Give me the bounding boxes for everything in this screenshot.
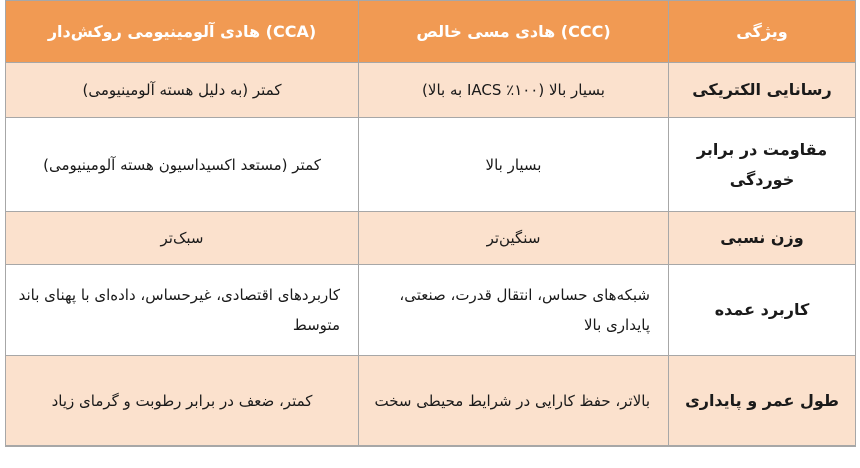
row-feature-cell: کاربرد عمده	[669, 265, 856, 356]
row-feature-cell: وزن نسبی	[669, 212, 856, 265]
ccc-vs-cca-comparison-table	[5, 0, 856, 447]
comparison-table-container	[5, 0, 855, 460]
row-cca-cell: کمتر (به دلیل هسته آلومینیومی)	[6, 63, 359, 118]
table-row	[6, 265, 856, 356]
row-ccc-cell: بسیار بالا (۱۰۰٪ IACS به بالا)	[359, 63, 669, 118]
row-cca-cell: کاربردهای اقتصادی، غیرحساس، داده‌ای با پهنای باند متوسط	[6, 265, 359, 356]
row-feature-cell: رسانایی الکتریکی	[669, 63, 856, 118]
table-row	[6, 118, 856, 212]
table-row	[6, 63, 856, 118]
row-ccc-cell: شبکه‌های حساس، انتقال قدرت، صنعتی، پایداری بالا	[359, 265, 669, 356]
row-feature-cell: طول عمر و پایداری	[669, 356, 856, 447]
header-cca: (CCA) هادی آلومینیومی روکش‌دار	[6, 1, 359, 63]
header-ccc: (CCC) هادی مسی خالص	[359, 1, 669, 63]
table-row	[6, 212, 856, 265]
table-row	[6, 356, 856, 447]
row-feature-cell: مقاومت در برابر خوردگی	[669, 118, 856, 212]
header-feature: ویژگی	[669, 1, 856, 63]
row-cca-cell: کمتر (مستعد اکسیداسیون هسته آلومینیومی)	[6, 118, 359, 212]
row-ccc-cell: سنگین‌تر	[359, 212, 669, 265]
row-ccc-cell: بسیار بالا	[359, 118, 669, 212]
table-header-row	[6, 1, 856, 63]
row-ccc-cell: بالاتر، حفظ کارایی در شرایط محیطی سخت	[359, 356, 669, 447]
row-cca-cell: کمتر، ضعف در برابر رطوبت و گرمای زیاد	[6, 356, 359, 447]
row-cca-cell: سبک‌تر	[6, 212, 359, 265]
